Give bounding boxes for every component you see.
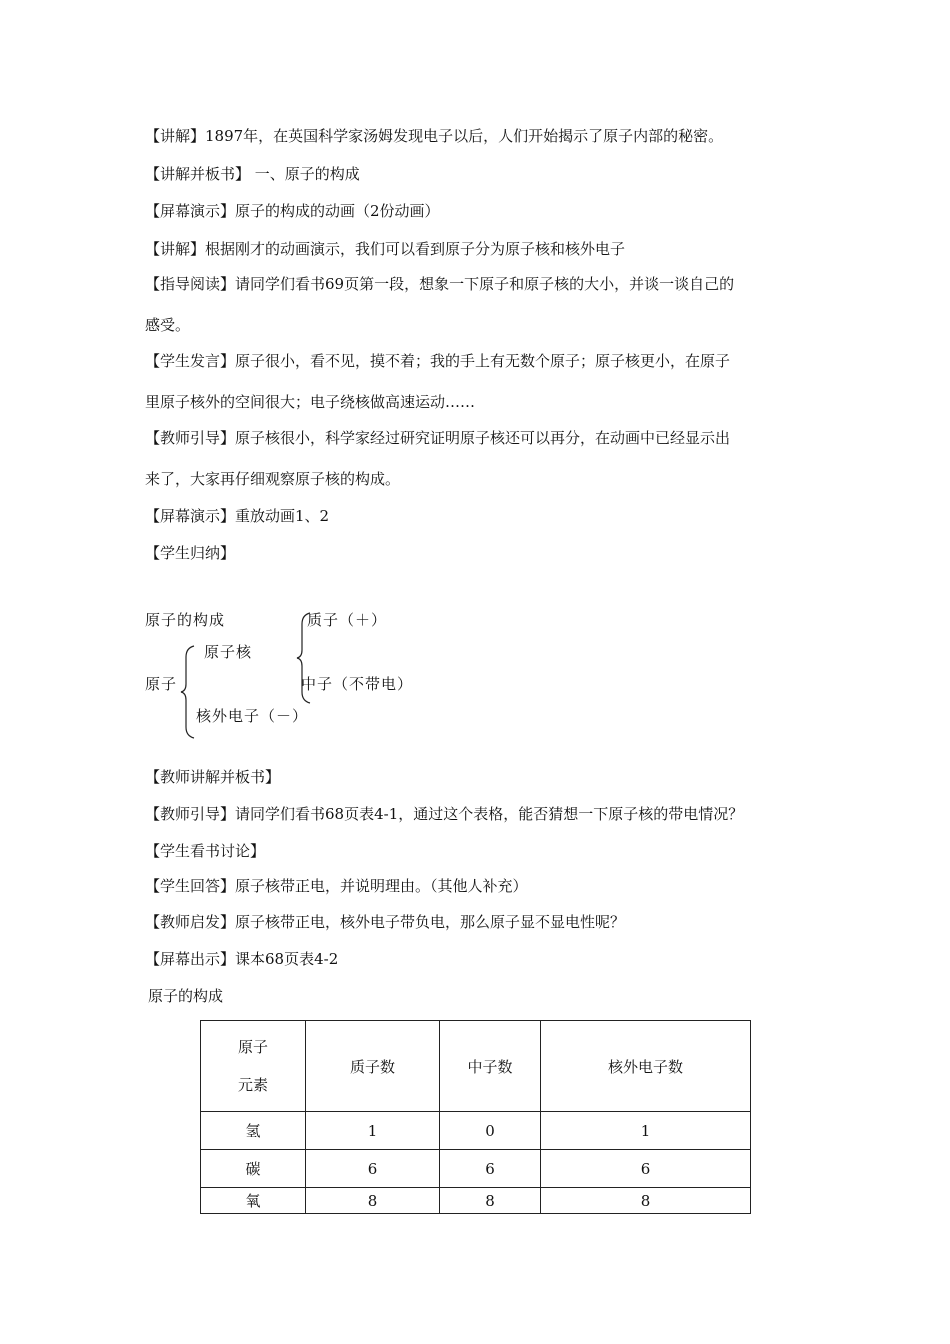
paragraph: 【屏幕出示】课本68页表4-2	[145, 950, 339, 968]
paragraph: 【屏幕演示】重放动画1、2	[145, 507, 330, 525]
neutrons-cell: 8	[440, 1188, 541, 1214]
header-corner	[201, 1021, 306, 1112]
table-caption: 原子的构成	[148, 987, 224, 1005]
diagram-atom: 原子	[145, 675, 178, 693]
element-cell: 氧	[201, 1188, 306, 1214]
paragraph: 【学生发言】原子很小，看不见，摸不着；我的手上有无数个原子；原子核更小，在原子	[145, 352, 731, 370]
paragraph: 【讲解】1897年，在英国科学家汤姆发现电子以后，人们开始揭示了原子内部的秘密。	[145, 127, 724, 145]
diagram-neutron: 中子（不带电）	[301, 675, 414, 693]
electrons-cell: 6	[541, 1150, 751, 1188]
header-neutrons: 中子数	[440, 1021, 541, 1112]
header-electrons: 核外电子数	[541, 1021, 751, 1112]
protons-cell: 1	[306, 1112, 440, 1150]
paragraph: 【讲解】根据刚才的动画演示，我们可以看到原子分为原子核和核外电子	[145, 240, 626, 258]
protons-cell: 6	[306, 1150, 440, 1188]
paragraph: 来了，大家再仔细观察原子核的构成。	[145, 470, 401, 488]
diagram-title: 原子的构成	[145, 611, 226, 629]
paragraph: 【教师讲解并板书】	[145, 768, 281, 786]
neutrons-cell: 6	[440, 1150, 541, 1188]
electrons-cell: 8	[541, 1188, 751, 1214]
paragraph: 【讲解并板书】 一、原子的构成	[145, 165, 360, 183]
paragraph: 【教师启发】原子核带正电，核外电子带负电，那么原子显不显电性呢？	[145, 913, 626, 931]
element-cell: 氢	[201, 1112, 306, 1150]
paragraph: 【屏幕演示】原子的构成的动画（2份动画）	[145, 202, 440, 220]
diagram-proton: 质子（＋）	[307, 611, 388, 629]
paragraph: 【教师引导】请同学们看书68页表4-1，通过这个表格，能否猜想一下原子核的带电情况？	[145, 805, 744, 823]
table-row	[201, 1188, 751, 1214]
header-protons: 质子数	[306, 1021, 440, 1112]
header-corner-bottom: 元素	[237, 1076, 268, 1094]
diagram-electron: 核外电子（－）	[196, 707, 309, 725]
neutrons-cell: 0	[440, 1112, 541, 1150]
header-corner-top: 原子	[237, 1038, 268, 1056]
paragraph: 【学生看书讨论】	[145, 842, 266, 860]
nucleus-brace	[296, 612, 316, 704]
protons-cell: 8	[306, 1188, 440, 1214]
paragraph: 里原子核外的空间很大；电子绕核做高速运动……	[145, 393, 476, 411]
paragraph: 感受。	[145, 316, 191, 334]
element-cell: 碳	[201, 1150, 306, 1188]
electrons-cell: 1	[541, 1112, 751, 1150]
diagram-nucleus: 原子核	[204, 643, 253, 661]
atom-composition-table	[200, 1020, 751, 1214]
paragraph: 【学生归纳】	[145, 544, 236, 562]
table-row	[201, 1112, 751, 1150]
paragraph: 【教师引导】原子核很小，科学家经过研究证明原子核还可以再分，在动画中已经显示出	[145, 429, 731, 447]
table-row	[201, 1150, 751, 1188]
paragraph: 【指导阅读】请同学们看书69页第一段，想象一下原子和原子核的大小，并谈一谈自己的	[145, 275, 735, 293]
paragraph: 【学生回答】原子核带正电，并说明理由。（其他人补充）	[145, 877, 528, 895]
table-header-row	[201, 1021, 751, 1112]
atom-brace	[180, 645, 200, 739]
